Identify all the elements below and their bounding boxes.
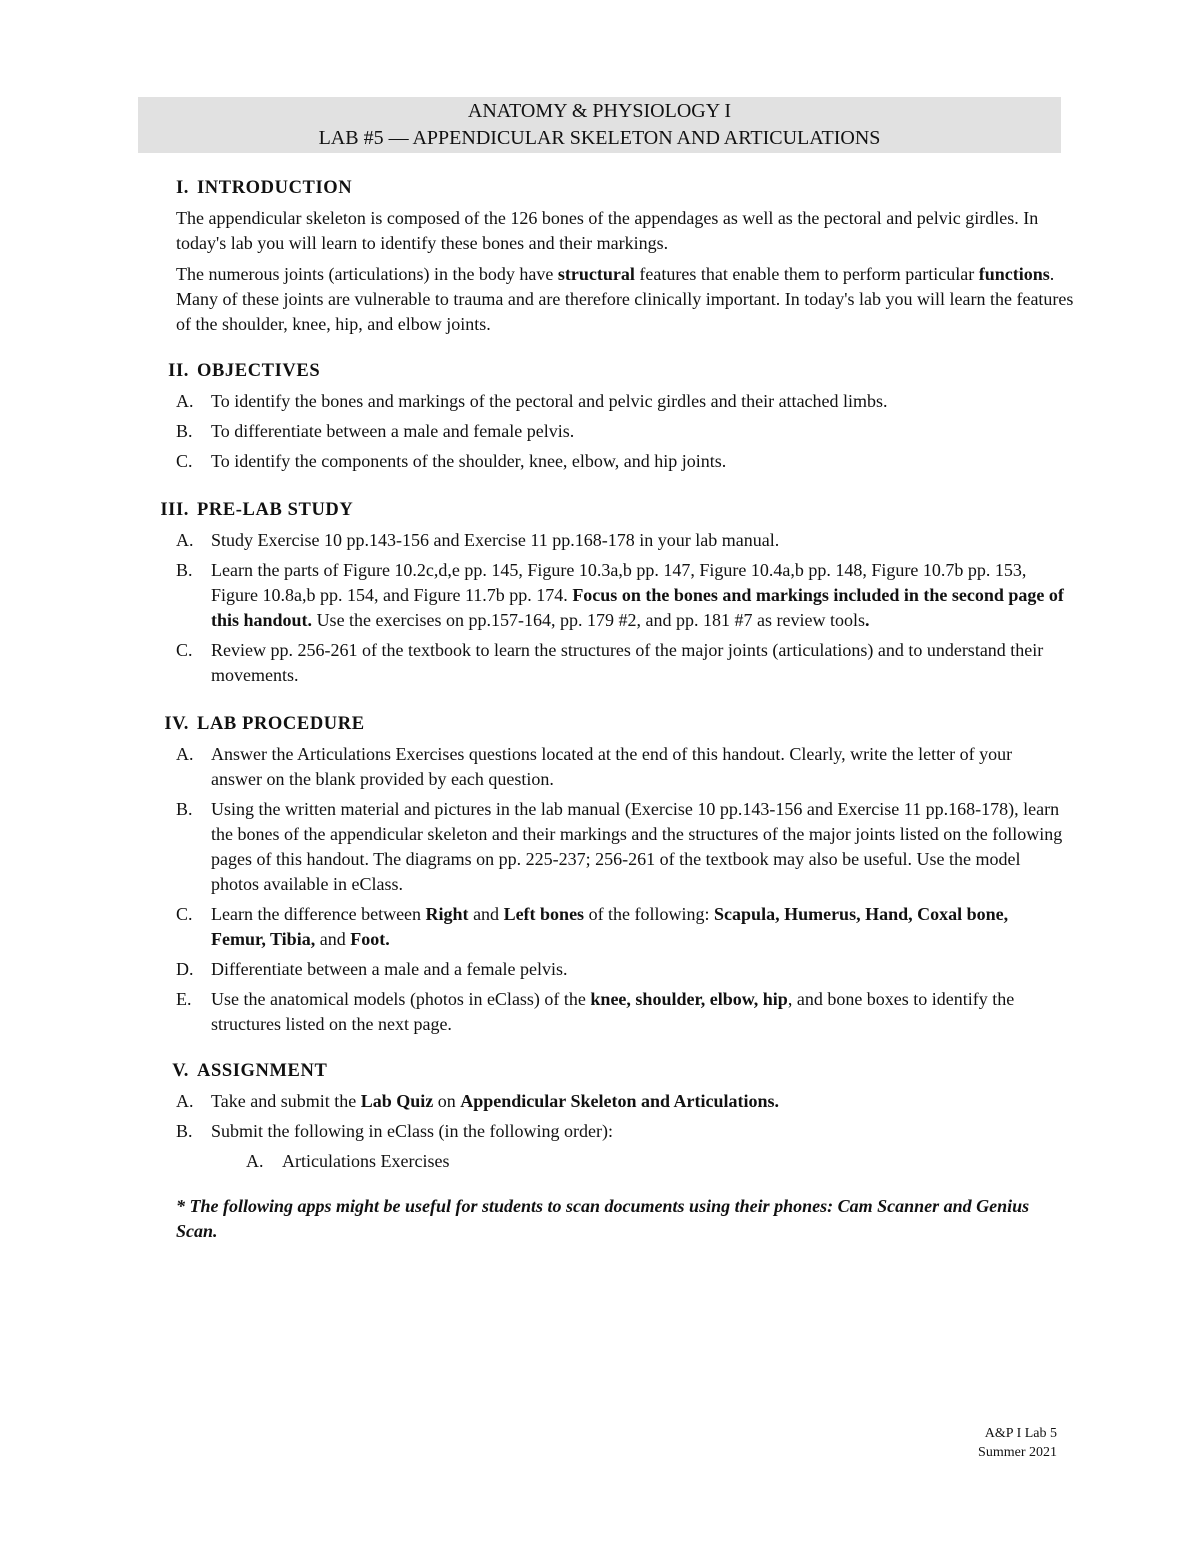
lab-title: LAB #5 — APPENDICULAR SKELETON AND ARTICULATIONS	[318, 127, 881, 149]
section-number: I.	[175, 178, 189, 198]
section-heading	[0, 359, 1200, 384]
section-number: IV.	[164, 714, 189, 734]
section-heading	[0, 498, 1200, 523]
list-item: C. Review pp. 256-261 of the textbook to learn the structures of the major joints (articulations) and to understand their movements.	[176, 640, 1044, 685]
list-item: B. Learn the parts of Figure 10.2c,d,e pp. 145, Figure 10.3a,b pp. 147, Figure 10.4a,b pp. 148, Figure 10.7b pp. 153, Figure 10.8a,b pp. 154, and Figure 11.7b pp. 174. Focus on the bones and markings included in the second page of this handout. Use the exercises on pp.157-164, pp. 179 #2, and pp. 181 #7 as review tools.	[176, 560, 1064, 630]
scanning-apps-note: * The following apps might be useful for students to scan documents using their phones: Cam Scanner and Genius Scan.	[176, 1196, 1030, 1241]
page-footer	[978, 1424, 1057, 1462]
intro-paragraph-2: The numerous joints (articulations) in the body have structural features that enable them to perform particular functions. Many of these joints are vulnerable to trauma and are therefore clinically important. In today's lab you will learn the features of the shoulder, knee, hip, and elbow joints.	[176, 264, 1074, 334]
document-header	[138, 97, 1061, 153]
document-body	[0, 176, 1200, 1244]
section-title: PRE-LAB STUDY	[197, 500, 354, 520]
section-objectives	[0, 359, 1200, 474]
sub-list-item: A. Articulations Exercises	[246, 1151, 450, 1171]
footer-lab-label: A&P I Lab 5	[984, 1426, 1057, 1441]
section-title: INTRODUCTION	[197, 178, 353, 198]
section-heading	[0, 712, 1200, 737]
section-heading	[0, 176, 1200, 201]
section-introduction	[0, 176, 1200, 337]
section-number: II.	[168, 361, 189, 381]
section-prelab-study	[0, 498, 1200, 688]
list-item: A. Study Exercise 10 pp.143-156 and Exercise 11 pp.168-178 in your lab manual.	[176, 530, 780, 550]
section-heading	[0, 1059, 1200, 1084]
list-item: D. Differentiate between a male and a female pelvis.	[176, 959, 568, 979]
section-assignment	[0, 1059, 1200, 1174]
list-item: B. Using the written material and pictures in the lab manual (Exercise 10 pp.143-156 and Exercise 11 pp.168-178), learn the bones of the appendicular skeleton and their markings and the structures of the major joints listed on the following pages of this handout. The diagrams on pp. 225-237; 256-261 of the textbook may also be useful. Use the model photos available in eClass.	[176, 799, 1063, 894]
section-title: ASSIGNMENT	[197, 1061, 328, 1081]
list-item: E. Use the anatomical models (photos in eClass) of the knee, shoulder, elbow, hip, and bone boxes to identify the structures listed on the next page.	[176, 989, 1015, 1034]
section-number: V.	[172, 1061, 189, 1081]
list-item: C. To identify the components of the shoulder, knee, elbow, and hip joints.	[176, 451, 727, 471]
course-title: ANATOMY & PHYSIOLOGY I	[467, 100, 732, 122]
intro-paragraph-1: The appendicular skeleton is composed of the 126 bones of the appendages as well as the pectoral and pelvic girdles. In today's lab you will learn to identify these bones and their markings.	[176, 208, 1039, 253]
section-title: LAB PROCEDURE	[197, 714, 365, 734]
section-lab-procedure	[0, 712, 1200, 1037]
list-item: A. To identify the bones and markings of the pectoral and pelvic girdles and their attached limbs.	[176, 391, 888, 411]
list-item: A. Answer the Articulations Exercises questions located at the end of this handout. Clearly, write the letter of your answer on the blank provided by each question.	[176, 744, 1013, 789]
list-item: A. Take and submit the Lab Quiz on Appendicular Skeleton and Articulations.	[176, 1091, 779, 1111]
list-item: C. Learn the difference between Right and Left bones of the following: Scapula, Humerus, Hand, Coxal bone, Femur, Tibia, and Foot.	[176, 904, 1009, 949]
list-item: B. Submit the following in eClass (in the following order):	[176, 1121, 613, 1141]
section-number: III.	[160, 500, 189, 520]
section-title: OBJECTIVES	[197, 361, 321, 381]
footer-term: Summer 2021	[978, 1445, 1057, 1460]
list-item: B. To differentiate between a male and female pelvis.	[176, 421, 575, 441]
